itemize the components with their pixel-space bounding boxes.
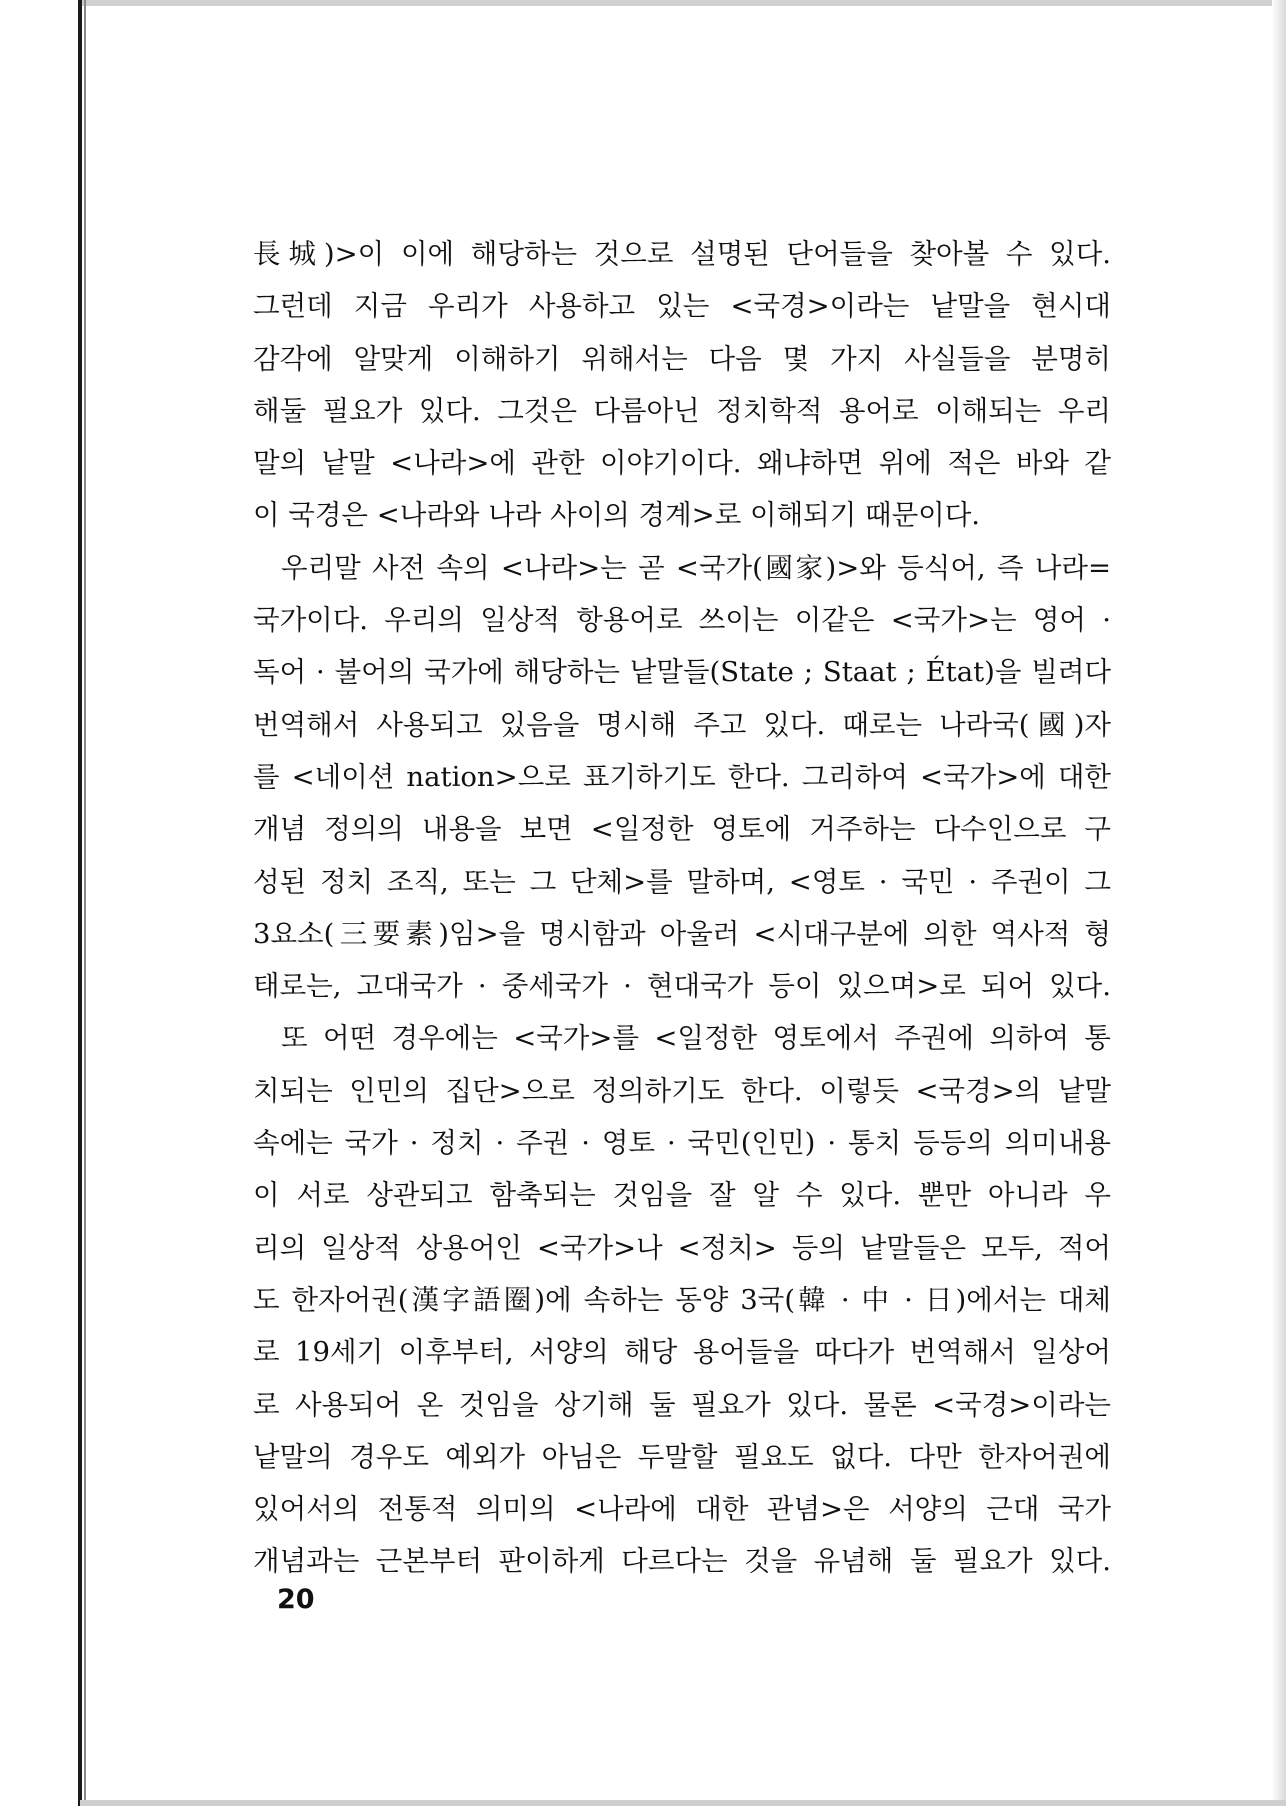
text-line: 성된 정치 조직, 또는 그 단체>를 말하며, <영토 · 국민 · 주권이 그 (253, 865, 1111, 898)
scan-edge-top (80, 0, 1286, 6)
page-bottom-shadow (80, 1800, 1286, 1806)
text-line: 치되는 인민의 집단>으로 정의하기도 한다. 이렇듯 <국경>의 낱말 (253, 1074, 1111, 1107)
text-line: 로 19세기 이후부터, 서양의 해당 용어들을 따다가 번역해서 일상어 (253, 1336, 1111, 1369)
text-line: 이 서로 상관되고 함축되는 것임을 잘 알 수 있다. 뿐만 아니라 우 (253, 1179, 1111, 1212)
text-line: 있어서의 전통적 의미의 <나라에 대한 관념>은 서양의 근대 국가 (253, 1493, 1111, 1526)
text-line: 독어 · 불어의 국가에 해당하는 낱말들(State ; Staat ; État)을 빌려다 (253, 656, 1111, 689)
text-line: 번역해서 사용되고 있음을 명시해 주고 있다. 때로는 나라국(國)자 (253, 708, 1111, 741)
text-line: 해둘 필요가 있다. 그것은 다름아닌 정치학적 용어로 이해되는 우리 (253, 394, 1111, 427)
text-line: 우리말 사전 속의 <나라>는 곧 <국가(國家)>와 등식어, 즉 나라= (281, 551, 1111, 584)
text-line: 또 어떤 경우에는 <국가>를 <일정한 영토에서 주권에 의하여 통 (281, 1022, 1111, 1055)
text-line: 3요소(三要素)임>을 명시함과 아울러 <시대구분에 의한 역사적 형 (253, 917, 1111, 950)
text-line: 로 사용되어 온 것임을 상기해 둘 필요가 있다. 물론 <국경>이라는 (253, 1388, 1111, 1421)
text-line: 속에는 국가 · 정치 · 주권 · 영토 · 국민(인민) · 통치 등등의 의미내용 (253, 1127, 1111, 1160)
text-line: 개념과는 근본부터 판이하게 다르다는 것을 유념해 둘 필요가 있다. (253, 1545, 1111, 1578)
text-line: 낱말의 경우도 예외가 아님은 두말할 필요도 없다. 다만 한자어권에 (253, 1440, 1111, 1473)
text-line: 감각에 알맞게 이해하기 위해서는 다음 몇 가지 사실들을 분명히 (253, 342, 1111, 375)
text-line: 를 <네이션 nation>으로 표기하기도 한다. 그리하여 <국가>에 대한 (253, 760, 1111, 793)
text-line: 長城)>이 이에 해당하는 것으로 설명된 단어들을 찾아볼 수 있다. (253, 238, 1111, 270)
text-line: 이 국경은 <나라와 나라 사이의 경계>로 이해되기 때문이다. (253, 499, 981, 532)
page-binding-inner-edge (84, 0, 86, 1806)
body-text (253, 228, 1111, 1588)
text-line: 도 한자어권(漢字語圈)에 속하는 동양 3국(韓 · 中 · 日)에서는 대체 (253, 1283, 1111, 1316)
text-line: 그런데 지금 우리가 사용하고 있는 <국경>이라는 낱말을 현시대 (253, 290, 1111, 323)
text-line: 말의 낱말 <나라>에 관한 이야기이다. 왜냐하면 위에 적은 바와 같 (253, 447, 1111, 480)
text-line: 국가이다. 우리의 일상적 항용어로 쓰이는 이같은 <국가>는 영어 · (253, 604, 1111, 637)
text-line: 리의 일상적 상용어인 <국가>나 <정치> 등의 낱말들은 모두, 적어 (253, 1231, 1111, 1264)
page-number: 20 (277, 1584, 315, 1615)
page-binding-edge (78, 0, 82, 1806)
text-line: 개념 정의의 내용을 보면 <일정한 영토에 거주하는 다수인으로 구 (253, 813, 1111, 846)
page-right-shadow (1272, 0, 1286, 1806)
text-line: 태로는, 고대국가 · 중세국가 · 현대국가 등이 있으며>로 되어 있다. (253, 970, 1111, 1003)
